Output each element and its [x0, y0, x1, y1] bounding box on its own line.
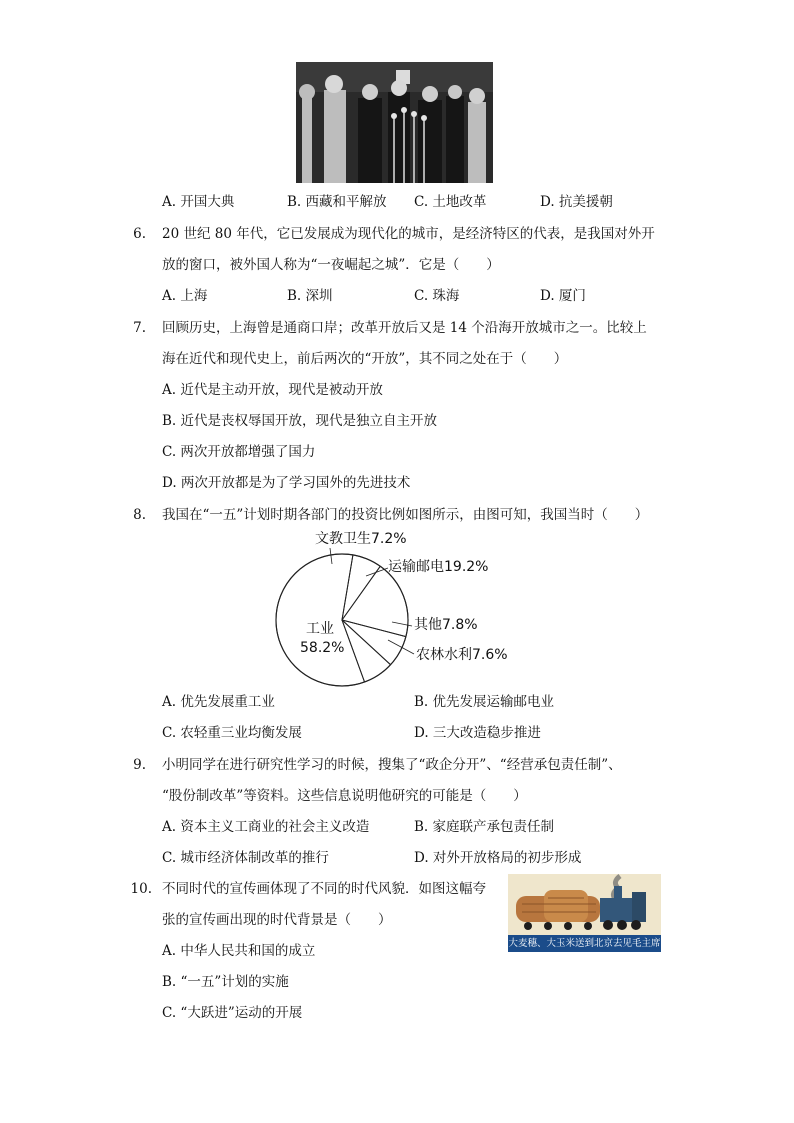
- label-transport: 运输邮电19.2%: [388, 559, 489, 575]
- q7-option-b[interactable]: B. 近代是丧权辱国开放，现代是独立自主开放: [162, 413, 438, 429]
- label-industry-name: 工业: [306, 621, 334, 637]
- q8-stem-line1: 我国在“一五”计划时期各部门的投资比例如图所示，由图可知，我国当时（ ）: [162, 507, 649, 523]
- q10-option-c[interactable]: C. “大跃进”运动的开展: [162, 1005, 303, 1021]
- q6-number: 6.: [133, 226, 146, 242]
- q10-stem-line1: 不同时代的宣传画体现了不同的时代风貌．如图这幅夸: [162, 881, 486, 897]
- q8-option-b[interactable]: B. 优先发展运输邮电业: [414, 694, 555, 710]
- q8-option-d[interactable]: D. 三大改造稳步推进: [414, 725, 541, 741]
- q7-number: 7.: [133, 320, 146, 336]
- q7-option-d[interactable]: D. 两次开放都是为了学习国外的先进技术: [162, 475, 411, 491]
- q8-option-a[interactable]: A. 优先发展重工业: [162, 694, 275, 710]
- q5-option-c[interactable]: C. 土地改革: [414, 194, 487, 210]
- label-culture: 文教卫生7.2%: [315, 531, 407, 547]
- q9-option-c[interactable]: C. 城市经济体制改革的推行: [162, 850, 329, 866]
- q10-option-b[interactable]: B. “一五”计划的实施: [162, 974, 289, 990]
- q9-option-d[interactable]: D. 对外开放格局的初步形成: [414, 850, 582, 866]
- label-other: 其他7.8%: [414, 617, 478, 633]
- investment-pie-chart: [270, 530, 530, 695]
- q5-option-a[interactable]: A. 开国大典: [162, 194, 235, 210]
- q10-stem-line2: 张的宣传画出现的时代背景是（ ）: [162, 912, 392, 928]
- q9-stem-line1: 小明同学在进行研究性学习的时候，搜集了“政企分开”、“经营承包责任制”、: [162, 757, 622, 773]
- q5-option-d[interactable]: D. 抗美援朝: [540, 194, 613, 210]
- q6-stem-line2: 放的窗口，被外国人称为“一夜崛起之城”．它是（ ）: [162, 257, 500, 273]
- propaganda-poster: [508, 874, 661, 952]
- q9-number: 9.: [133, 757, 146, 773]
- q7-stem-line2: 海在近代和现代史上，前后两次的“开放”，其不同之处在于（ ）: [162, 351, 568, 367]
- q9-option-b[interactable]: B. 家庭联产承包责任制: [414, 819, 555, 835]
- q9-stem-line2: “股份制改革”等资料。这些信息说明他研究的可能是（ ）: [162, 788, 527, 804]
- q8-option-c[interactable]: C. 农轻重三业均衡发展: [162, 725, 302, 741]
- q9-option-a[interactable]: A. 资本主义工商业的社会主义改造: [162, 819, 370, 835]
- q7-option-c[interactable]: C. 两次开放都增强了国力: [162, 444, 316, 460]
- q10-number: 10.: [130, 881, 152, 897]
- poster-caption: 大麦穗、大玉米送到北京去见毛主席: [508, 935, 661, 952]
- q8-number: 8.: [133, 507, 146, 523]
- q6-option-c[interactable]: C. 珠海: [414, 288, 460, 304]
- label-industry-pct: 58.2%: [300, 640, 345, 656]
- q6-option-b[interactable]: B. 深圳: [287, 288, 333, 304]
- pie-svg: [270, 530, 530, 695]
- q6-option-d[interactable]: D. 厦门: [540, 288, 586, 304]
- q7-stem-line1: 回顾历史，上海曾是通商口岸；改革开放后又是 14 个沿海开放城市之一。比较上: [162, 320, 647, 336]
- q5-option-b[interactable]: B. 西藏和平解放: [287, 194, 387, 210]
- q6-stem-line1: 20 世纪 80 年代，它已发展成为现代化的城市，是经济特区的代表，是我国对外开: [162, 226, 655, 242]
- q7-option-a[interactable]: A. 近代是主动开放，现代是被动开放: [162, 382, 383, 398]
- q6-option-a[interactable]: A. 上海: [162, 288, 208, 304]
- label-agri: 农林水利7.6%: [416, 647, 508, 663]
- q10-option-a[interactable]: A. 中华人民共和国的成立: [162, 943, 316, 959]
- founding-ceremony-photo: [296, 62, 493, 183]
